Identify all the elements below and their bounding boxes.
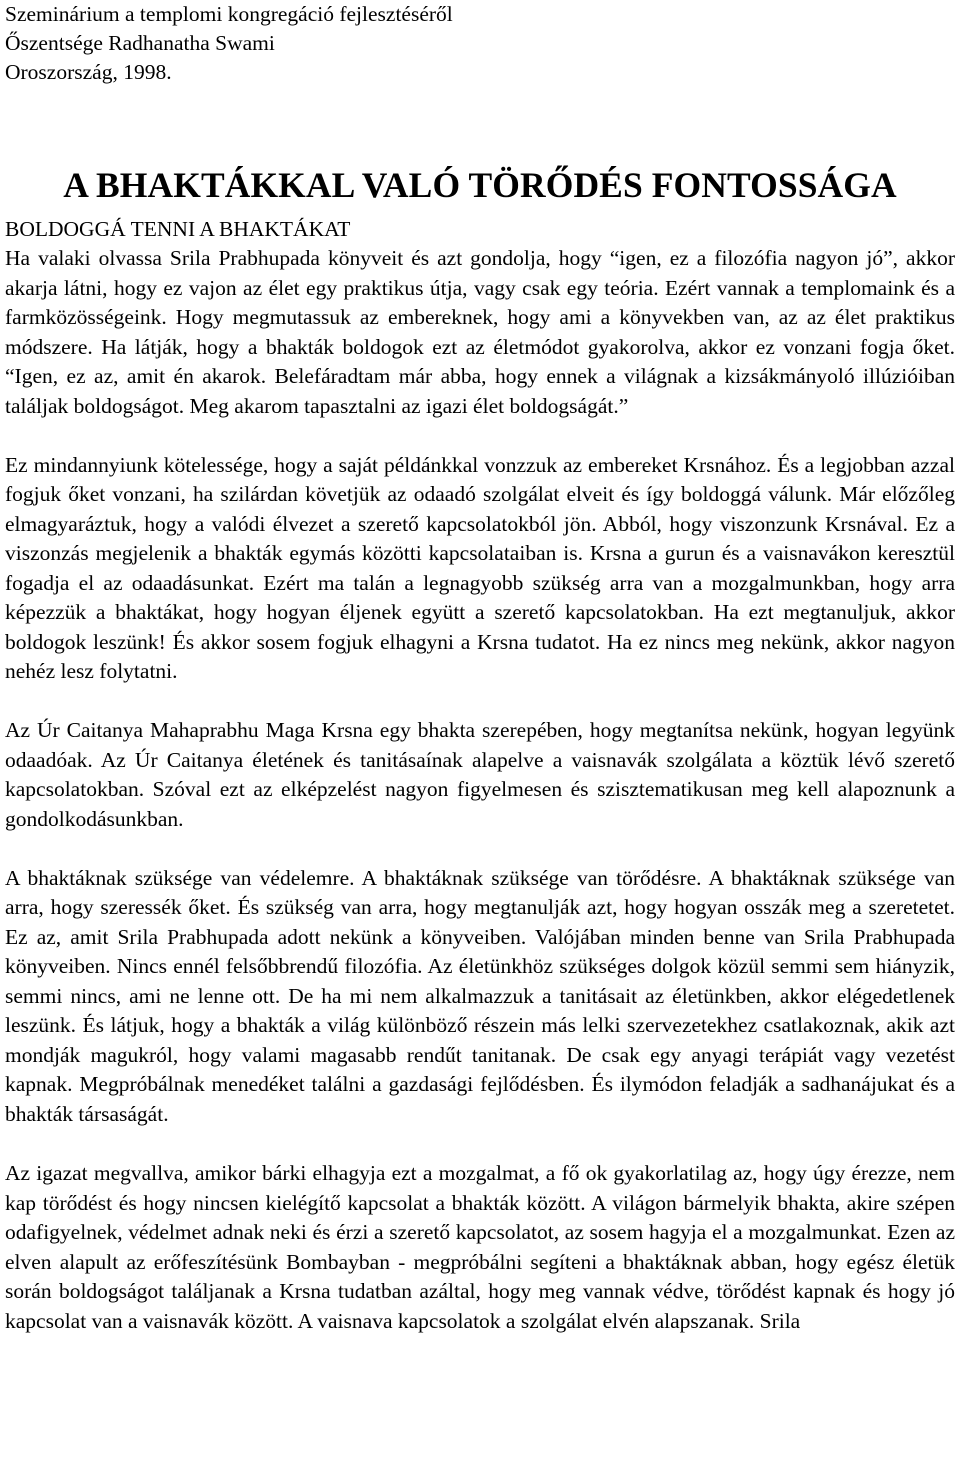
paragraph-5: Az igazat megvallva, amikor bárki elhagyja ezt a mozgalmat, a fő ok gyakorlatilag az, hogy úgy érezze, nem kap törődést és hogy nincsen kielégítő kapcsolat a bhakták között. A világon bármelyik bhakta, akire szépen odafigyelnek, védelmet adnak neki és érzi a szerető kapcsolatot, az sosem hagyja el a mozgalmunkat. Ezen az elven alapult az erőfeszítésünk Bombayban - megpróbálni segíteni a bhaktáknak abban, hogy egész életük során boldogságot találjanak a Krsna tudatban azáltal, hogy meg vannak védve, törődést kapnak és hogy jó kapcsolat van a vaisnavák között. A vaisnava kapcsolatok a szolgálat elvén alapszanak. Srila	[5, 1161, 955, 1333]
paragraph-2: Ez mindannyiunk kötelessége, hogy a saját példánkkal vonzzuk az embereket Krsnához. És a legjobban azzal fogjuk őket vonzani, ha szilárdan követjük az odaadó szolgálat elveit és így boldoggá válunk. Már előzőleg elmagyaráztuk, hogy a valódi élvezet a szerető kapcsolatokból jön. Abból, hogy viszonzunk Krsnával. Ez a viszonzás megjelenik a bhakták egymás közötti kapcsolataiban is. Krsna a gurun és a vaisnavákon keresztül fogadja el az odaadásunkat. Ezért ma talán a legnagyobb szükség arra van a mozgalmunkban, hogy arra képezzük a bhaktákat, hogy hogyan éljenek együtt a szerető kapcsolatokban. Ha ezt megtanuljuk, akkor boldogok leszünk! És akkor sosem fogjuk elhagyni a Krsna tudatot. Ha ez nincs meg nekünk, akkor nagyon nehéz lesz folytatni.	[5, 452, 955, 683]
paragraph-gap	[5, 421, 955, 451]
section-subtitle: BOLDOGGÁ TENNI A BHAKTÁKAT	[5, 217, 351, 241]
location-date: Oroszország, 1998.	[5, 60, 172, 84]
paragraph-1: Ha valaki olvassa Srila Prabhupada könyveit és azt gondolja, hogy “igen, ez a filozófia nagyon jó”, akkor akarja látni, hogy ez vajon az élet egy praktikus útja, vagy csak egy teória. Ezért vannak a templomaink és a farmközösségeink. Hogy megmutassuk az embereknek, hogy ami a könyvekben van, az az élet praktikus módszere. Ha látják, hogy a bhakták boldogok ezt az életmódot gyakorolva, akkor ez vonzani fogja őket. “Igen, ez az, amit én akarok. Belefáradtam már abba, hogy ennek a világnak a kizsákmányoló illúzióiban találjak boldogságot. Meg akarom tapasztalni az igazi élet boldogságát.”	[5, 246, 955, 418]
paragraph-gap	[5, 687, 955, 717]
paragraph-4: A bhaktáknak szüksége van védelemre. A bhaktáknak szüksége van törődésre. A bhaktáknak szüksége van arra, hogy szeressék őket. És szükség van arra, hogy megtanulják azt, hogy hogyan osszák meg a szeretetet. Ez az, amit Srila Prabhupada adott nekünk a könyveiben. Valójában minden benne van Srila Prabhupada könyveiben. Nincs ennél felsőbbrendű filozófia. Az életünkhöz szükséges dolgok közül semmi sem hiányzik, semmi nincs, ami ne lenne ott. De ha mi nem alkalmazzuk a tanitásait az életünkben, akkor elégedetlenek leszünk. És látjuk, hogy a bhakták a világ különböző részein más lelki szervezetekhez csatlakoznak, akik azt mondják magukról, hogy valami magasabb rendűt tanitanak. De csak egy anyagi terápiát vagy vezetést kapnak. Megpróbálnak menedéket találni a gazdasági fejlődésben. És ilymódon feladják a sadhanájukat és a bhakták társaságát.	[5, 865, 955, 1126]
spacer	[5, 87, 955, 163]
paragraph-gap	[5, 834, 955, 864]
document-title: A BHAKTÁKKAL VALÓ TÖRŐDÉS FONTOSSÁGA	[63, 165, 897, 205]
speaker-name: Őszentsége Radhanatha Swami	[5, 31, 275, 55]
paragraph-3: Az Úr Caitanya Mahaprabhu Maga Krsna egy bhakta szerepében, hogy megtanítsa nekünk, hogyan legyünk odaadóak. Az Úr Caitanya életének és tanitásaínak alapelve a vaisnavák szolgálata a köztük lévő szerető kapcsolatokban. Szóval ezt az elképzelést nagyon figyelmesen és szisztematikusan meg kell alapoznunk a gondolkodásunkban.	[5, 718, 955, 831]
paragraph-gap	[5, 1129, 955, 1159]
spacer	[5, 207, 955, 215]
seminar-title: Szeminárium a templomi kongregáció fejlesztéséről	[5, 2, 453, 26]
document-page	[5, 0, 955, 1336]
